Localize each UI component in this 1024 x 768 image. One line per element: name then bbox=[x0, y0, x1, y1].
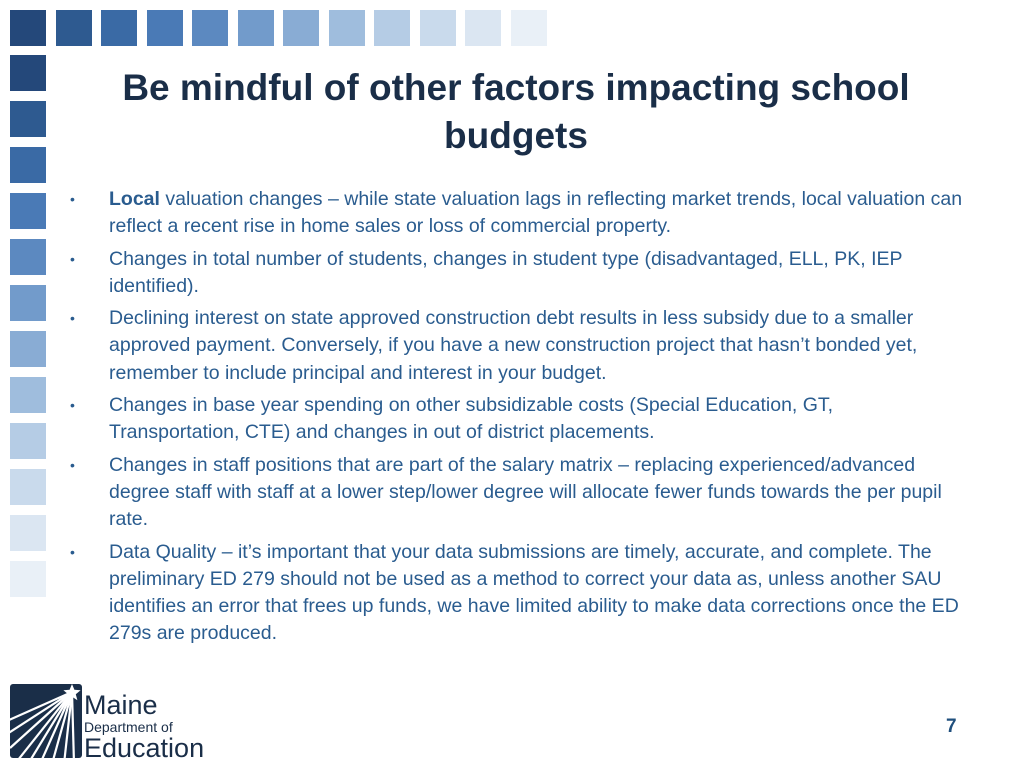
bullet-text: Declining interest on state approved construction debt results in less subsidy due to a smaller approved payment. Conversely, if you have a new construction project that hasn’t bonded yet, remember to include principal and interest in your budget. bbox=[109, 307, 918, 384]
bullet-marker: • bbox=[70, 456, 75, 473]
decor-square-top bbox=[329, 10, 365, 46]
bullet-text: Changes in staff positions that are part of the salary matrix – replacing experienced/advanced degree staff with staff at a lower step/lower degree will allocate fewer funds towards the per pupil rate. bbox=[109, 453, 942, 531]
decor-square-top bbox=[147, 10, 183, 46]
decor-square-top bbox=[10, 10, 46, 46]
decor-square-top bbox=[465, 10, 501, 46]
title-line-2: budgets bbox=[444, 115, 588, 156]
bullet-item-base-year bbox=[64, 392, 964, 447]
decor-square-left bbox=[10, 101, 46, 137]
decor-square-top bbox=[192, 10, 228, 46]
bullet-marker: • bbox=[70, 191, 75, 207]
bullet-lead: Local bbox=[109, 188, 160, 210]
logo-line-maine: Maine bbox=[84, 690, 158, 720]
decor-square-top bbox=[238, 10, 274, 46]
bullet-marker: • bbox=[70, 310, 75, 327]
bullet-marker: • bbox=[70, 250, 75, 267]
bullet-text: valuation changes – while state valuation lags in reflecting market trends, local valuation can reflect a recent rise in home sales or loss of commercial property. bbox=[109, 188, 963, 238]
bullet-list bbox=[64, 186, 964, 653]
decor-square-left bbox=[10, 285, 46, 321]
bullet-text: Changes in total number of students, changes in student type (disadvantaged, ELL, PK, IEP identified). bbox=[109, 247, 903, 297]
decor-square-left bbox=[10, 331, 46, 367]
bullet-text: Changes in base year spending on other subsidizable costs (Special Education, GT, Transportation, CTE) and changes in out of district placements. bbox=[109, 394, 834, 444]
logo-wordmark bbox=[84, 692, 204, 762]
decor-square-top bbox=[511, 10, 547, 46]
decor-square-left bbox=[10, 239, 46, 275]
decor-square-top bbox=[56, 10, 92, 46]
decor-square-top bbox=[101, 10, 137, 46]
bullet-item-staff bbox=[64, 452, 964, 534]
title-line-1: Be mindful of other factors impacting school bbox=[122, 67, 910, 108]
decor-square-left bbox=[10, 147, 46, 183]
decor-square-left bbox=[10, 469, 46, 505]
decor-square-top bbox=[420, 10, 456, 46]
decor-square-left bbox=[10, 193, 46, 229]
page-number: 7 bbox=[946, 716, 957, 737]
decor-square-left bbox=[10, 561, 46, 597]
decor-square-top bbox=[374, 10, 410, 46]
logo-line-department: Department of bbox=[84, 719, 173, 735]
bullet-marker: • bbox=[70, 397, 75, 414]
bullet-item-construction bbox=[64, 305, 964, 387]
decor-square-left bbox=[10, 423, 46, 459]
bullet-item-students bbox=[64, 246, 964, 301]
slide-title bbox=[60, 64, 972, 160]
decor-square-top bbox=[283, 10, 319, 46]
bullet-marker: • bbox=[70, 543, 75, 560]
bullet-text: Data Quality – it’s important that your data submissions are timely, accurate, and complete. The preliminary ED 279 should not be used as a method to correct your data as, unless another SAU identifies an error that frees up funds, we have limited ability to make data corrections once the ED 279s are produced. bbox=[109, 540, 959, 645]
bullet-item-local bbox=[64, 186, 964, 241]
bullet-item-data-quality bbox=[64, 539, 964, 648]
decor-square-left bbox=[10, 377, 46, 413]
decor-square-left bbox=[10, 515, 46, 551]
decor-square-left bbox=[10, 55, 46, 91]
logo-line-education: Education bbox=[84, 733, 205, 763]
